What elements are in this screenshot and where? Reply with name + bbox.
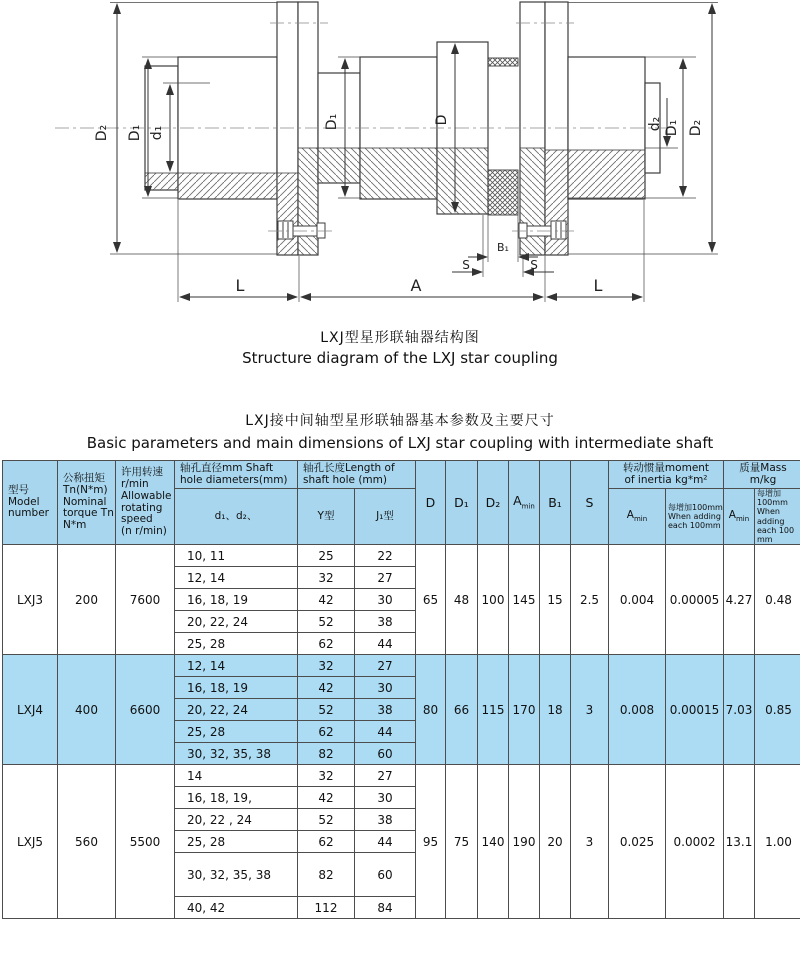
length-j-cell: 27 [355, 655, 416, 677]
length-j-cell: 22 [355, 545, 416, 567]
length-y-cell: 32 [298, 765, 355, 787]
shaft-dia-cell: 25, 28 [175, 633, 298, 655]
length-y-cell: 52 [298, 611, 355, 633]
length-y-cell: 112 [298, 897, 355, 919]
table-title-en: Basic parameters and main dimensions of LXJ star coupling with intermediate shaft [86, 434, 714, 452]
dim-label-d2-bore-right: d₂ [647, 116, 663, 132]
length-y-cell: 25 [298, 545, 355, 567]
length-j-cell: 60 [355, 743, 416, 765]
dim-label-d2-right: D₂ [688, 119, 704, 137]
length-y-cell: 62 [298, 633, 355, 655]
dim-cell: 0.025 [609, 765, 666, 919]
header-col-d1: D₁ [446, 461, 478, 545]
table-row [3, 655, 800, 677]
dim-cell: 145 [509, 545, 540, 655]
header-mass-add: 每增加100mm When adding each 100 mm [755, 489, 800, 545]
header-torque: 公称扭矩 Tn(N*m) Nominal torque Tn N*m [58, 461, 116, 545]
dim-cell: 170 [509, 655, 540, 765]
dim-cell: 0.004 [609, 545, 666, 655]
dim-cell: 115 [478, 655, 509, 765]
shaft-dia-cell: 16, 18, 19 [175, 589, 298, 611]
dim-cell: 0.48 [755, 545, 800, 655]
length-j-cell: 38 [355, 809, 416, 831]
header-col-d2: D₂ [478, 461, 509, 545]
shaft-dia-cell: 20, 22, 24 [175, 611, 298, 633]
dim-cell: 0.00005 [666, 545, 724, 655]
length-y-cell: 62 [298, 831, 355, 853]
shaft-dia-cell: 12, 14 [175, 655, 298, 677]
header-row-groups [3, 461, 800, 489]
dim-label-d-mid: D [434, 114, 450, 126]
length-y-cell: 32 [298, 567, 355, 589]
length-j-cell: 38 [355, 699, 416, 721]
length-y-cell: 42 [298, 589, 355, 611]
dim-label-s-right: S [530, 258, 538, 272]
dim-cell: 75 [446, 765, 478, 919]
length-j-cell: 38 [355, 611, 416, 633]
header-mass-amin: $A_{min}$ [724, 489, 755, 545]
dim-label-d1-mid: D₁ [324, 113, 340, 131]
length-j-cell: 30 [355, 677, 416, 699]
speed-cell: 6600 [116, 655, 175, 765]
length-y-cell: 42 [298, 787, 355, 809]
shaft-dia-cell: 30, 32, 35, 38 [175, 743, 298, 765]
length-j-cell: 30 [355, 787, 416, 809]
shaft-dia-cell: 30, 32, 35, 38 [175, 853, 298, 897]
dim-cell: 18 [540, 655, 571, 765]
dim-label-bore-left: d₁ [149, 125, 165, 141]
parameters-table [2, 460, 800, 919]
torque-cell: 200 [58, 545, 116, 655]
header-model: 型号 Model number [3, 461, 58, 545]
length-y-cell: 62 [298, 721, 355, 743]
dim-cell: 1.00 [755, 765, 800, 919]
length-j-cell: 27 [355, 765, 416, 787]
shaft-dia-cell: 40, 42 [175, 897, 298, 919]
torque-cell: 560 [58, 765, 116, 919]
header-mass-group: 质量Mass m/kg [724, 461, 800, 489]
shaft-dia-cell: 16, 18, 19 [175, 677, 298, 699]
dim-cell: 140 [478, 765, 509, 919]
dim-cell: 3 [571, 655, 609, 765]
parameters-table-wrap [2, 460, 800, 919]
dim-cell: 20 [540, 765, 571, 919]
header-shaft-len-group: 轴孔长度Length of shaft hole (mm) [298, 461, 416, 489]
dim-label-a-mid: A [410, 276, 422, 295]
length-j-cell: 30 [355, 589, 416, 611]
dim-label-l-right: L [593, 276, 603, 295]
dim-label-d1-right: D₁ [664, 119, 680, 137]
shaft-dia-cell: 20, 22 , 24 [175, 809, 298, 831]
header-inertia-amin: $A_{min}$ [609, 489, 666, 545]
shaft-dia-cell: 25, 28 [175, 831, 298, 853]
header-col-d: D [416, 461, 446, 545]
star-element [488, 58, 518, 215]
dim-cell: 3 [571, 765, 609, 919]
length-j-cell: 44 [355, 831, 416, 853]
length-j-cell: 60 [355, 853, 416, 897]
dim-cell: 100 [478, 545, 509, 655]
header-len-j: J₁型 [355, 489, 416, 545]
table-row [3, 545, 800, 567]
length-y-cell: 82 [298, 853, 355, 897]
header-col-amin: $A_{min}$ [509, 461, 540, 545]
dim-label-d1-left: D₁ [127, 124, 143, 142]
header-col-s: S [571, 461, 609, 545]
length-y-cell: 42 [298, 677, 355, 699]
torque-cell: 400 [58, 655, 116, 765]
length-y-cell: 32 [298, 655, 355, 677]
header-inertia-group: 转动惯量moment of inertia kg*m² [609, 461, 724, 489]
coupling-parts [145, 2, 660, 255]
shaft-dia-cell: 12, 14 [175, 567, 298, 589]
header-inertia-add: 每增加100mm When adding each 100mm [666, 489, 724, 545]
dim-cell: 4.27 [724, 545, 755, 655]
speed-cell: 5500 [116, 765, 175, 919]
dim-cell: 95 [416, 765, 446, 919]
dim-cell: 13.1 [724, 765, 755, 919]
dim-label-s-left: S [462, 258, 470, 272]
length-y-cell: 82 [298, 743, 355, 765]
diagram-caption-en: Structure diagram of the LXJ star coupling [242, 349, 558, 367]
table-row [3, 765, 800, 787]
speed-cell: 7600 [116, 545, 175, 655]
dim-cell: 190 [509, 765, 540, 919]
length-j-cell: 44 [355, 633, 416, 655]
header-shaft-dia-group: 轴孔直径mm Shaft hole diameters(mm) [175, 461, 298, 489]
shaft-dia-cell: 25, 28 [175, 721, 298, 743]
header-col-b1: B₁ [540, 461, 571, 545]
model-cell: LXJ4 [3, 655, 58, 765]
model-cell: LXJ3 [3, 545, 58, 655]
length-y-cell: 52 [298, 699, 355, 721]
dim-cell: 7.03 [724, 655, 755, 765]
shaft-dia-cell: 16, 18, 19, [175, 787, 298, 809]
shaft-dia-cell: 20, 22, 24 [175, 699, 298, 721]
dim-cell: 0.85 [755, 655, 800, 765]
dim-cell: 66 [446, 655, 478, 765]
header-dia-sub: d₁、d₂、 [175, 489, 298, 545]
table-title-cn: LXJ接中间轴型星形联轴器基本参数及主要尺寸 [245, 413, 555, 429]
shaft-dia-cell: 10, 11 [175, 545, 298, 567]
dim-cell: 48 [446, 545, 478, 655]
header-speed: 许用转速 r/min Allowable rotating speed (n r/min) [116, 461, 175, 545]
dim-cell: 0.008 [609, 655, 666, 765]
dim-label-b1: B₁ [497, 241, 509, 254]
length-j-cell: 44 [355, 721, 416, 743]
diagram-caption-cn: LXJ型星形联轴器结构图 [320, 330, 480, 346]
table-body [3, 545, 800, 919]
shaft-dia-cell: 14 [175, 765, 298, 787]
header-len-y: Y型 [298, 489, 355, 545]
model-cell: LXJ5 [3, 765, 58, 919]
dim-label-d2-left: D₂ [94, 124, 110, 142]
dim-cell: 2.5 [571, 545, 609, 655]
length-j-cell: 27 [355, 567, 416, 589]
dim-label-l-left: L [235, 276, 245, 295]
dim-cell: 15 [540, 545, 571, 655]
structure-diagram [0, 0, 800, 325]
dim-cell: 80 [416, 655, 446, 765]
dim-cell: 0.0002 [666, 765, 724, 919]
length-y-cell: 52 [298, 809, 355, 831]
dim-cell: 65 [416, 545, 446, 655]
dim-cell: 0.00015 [666, 655, 724, 765]
length-j-cell: 84 [355, 897, 416, 919]
